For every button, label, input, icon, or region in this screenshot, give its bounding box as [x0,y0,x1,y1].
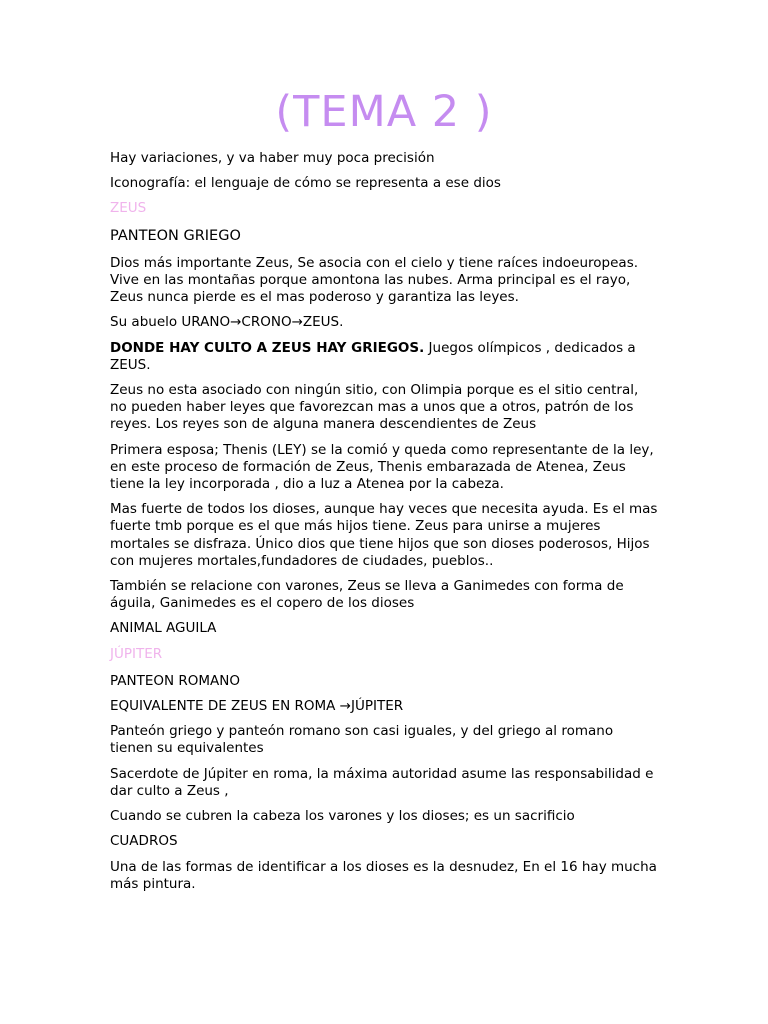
section-heading-jupiter: JÚPITER [110,645,163,662]
section-heading-zeus: ZEUS [110,200,147,217]
paragraph-panteones-iguales: Panteón griego y panteón romano son casi iguales, y del griego al romano tienen su equivalentes [110,723,614,757]
paragraph-animal-aguila: ANIMAL AGUILA [110,620,217,637]
page-title: (TEMA 2 ) [275,87,493,137]
paragraph-variaciones: Hay variaciones, y va haber muy poca precisión [110,150,435,166]
paragraph-sacerdote: Sacerdote de Júpiter en roma, la máxima autoridad asume las responsabilidad e dar culto a Zeus , [110,765,654,799]
paragraph-culto-zeus [110,340,658,374]
paragraph-varones: También se relacione con varones, Zeus se lleva a Ganimedes con forma de águila, Ganimedes es el copero de los dioses [110,578,624,612]
paragraph-primera-esposa: Primera esposa; Thenis (LEY) se la comió y queda como representante de la ley, en este proceso de formación de Zeus, Thenis embarazada de Atenea, Zeus tiene la ley incorporada , dio a luz a Atenea por la cabeza. [110,441,654,493]
paragraph-mas-fuerte: Mas fuerte de todos los dioses, aunque hay veces que necesita ayuda. Es el mas fuerte tmb porque es el que más hijos tiene. Zeus para unirse a mujeres mortales se disfraza. Único dios que tiene hijos que son dioses poderosos, Hijos con mujeres mortales,fundadores de ciudades, pueblos.. [110,501,658,569]
paragraph-dios-importante: Dios más importante Zeus, Se asocia con el cielo y tiene raíces indoeuropeas. Vive en las montañas porque amontona las nubes. Arma principal es el rayo, Zeus nunca pierde es el mas poderoso y garantiza las leyes. [110,254,639,306]
bold-culto-text: DONDE HAY CULTO A ZEUS HAY GRIEGOS. [110,339,425,356]
paragraph-iconografia: Iconografía: el lenguaje de cómo se representa a ese dios [110,175,501,192]
paragraph-abuelo: Su abuelo URANO→CRONO→ZEUS. [110,314,344,331]
paragraph-sacrificio: Cuando se cubren la cabeza los varones y los dioses; es un sacrificio [110,808,575,825]
paragraph-olimpia: Zeus no esta asociado con ningún sitio, con Olimpia porque es el sitio central, no pueden haber leyes que favorezcan mas a unos que a otros, patrón de los reyes. Los reyes son de alguna manera descendientes de Zeus [110,382,639,433]
paragraph-desnudez: Una de las formas de identificar a los dioses es la desnudez, En el 16 hay mucha más pintura. [110,858,657,892]
heading-panteon-griego: PANTEON GRIEGO [110,227,241,244]
paragraph-equivalente: EQUIVALENTE DE ZEUS EN ROMA →JÚPITER [110,698,404,715]
paragraph-panteon-romano: PANTEON ROMANO [110,672,241,689]
culto-rest-text: Juegos olímpicos , dedicados a ZEUS. [110,339,636,373]
paragraph-cuadros: CUADROS [110,833,178,850]
